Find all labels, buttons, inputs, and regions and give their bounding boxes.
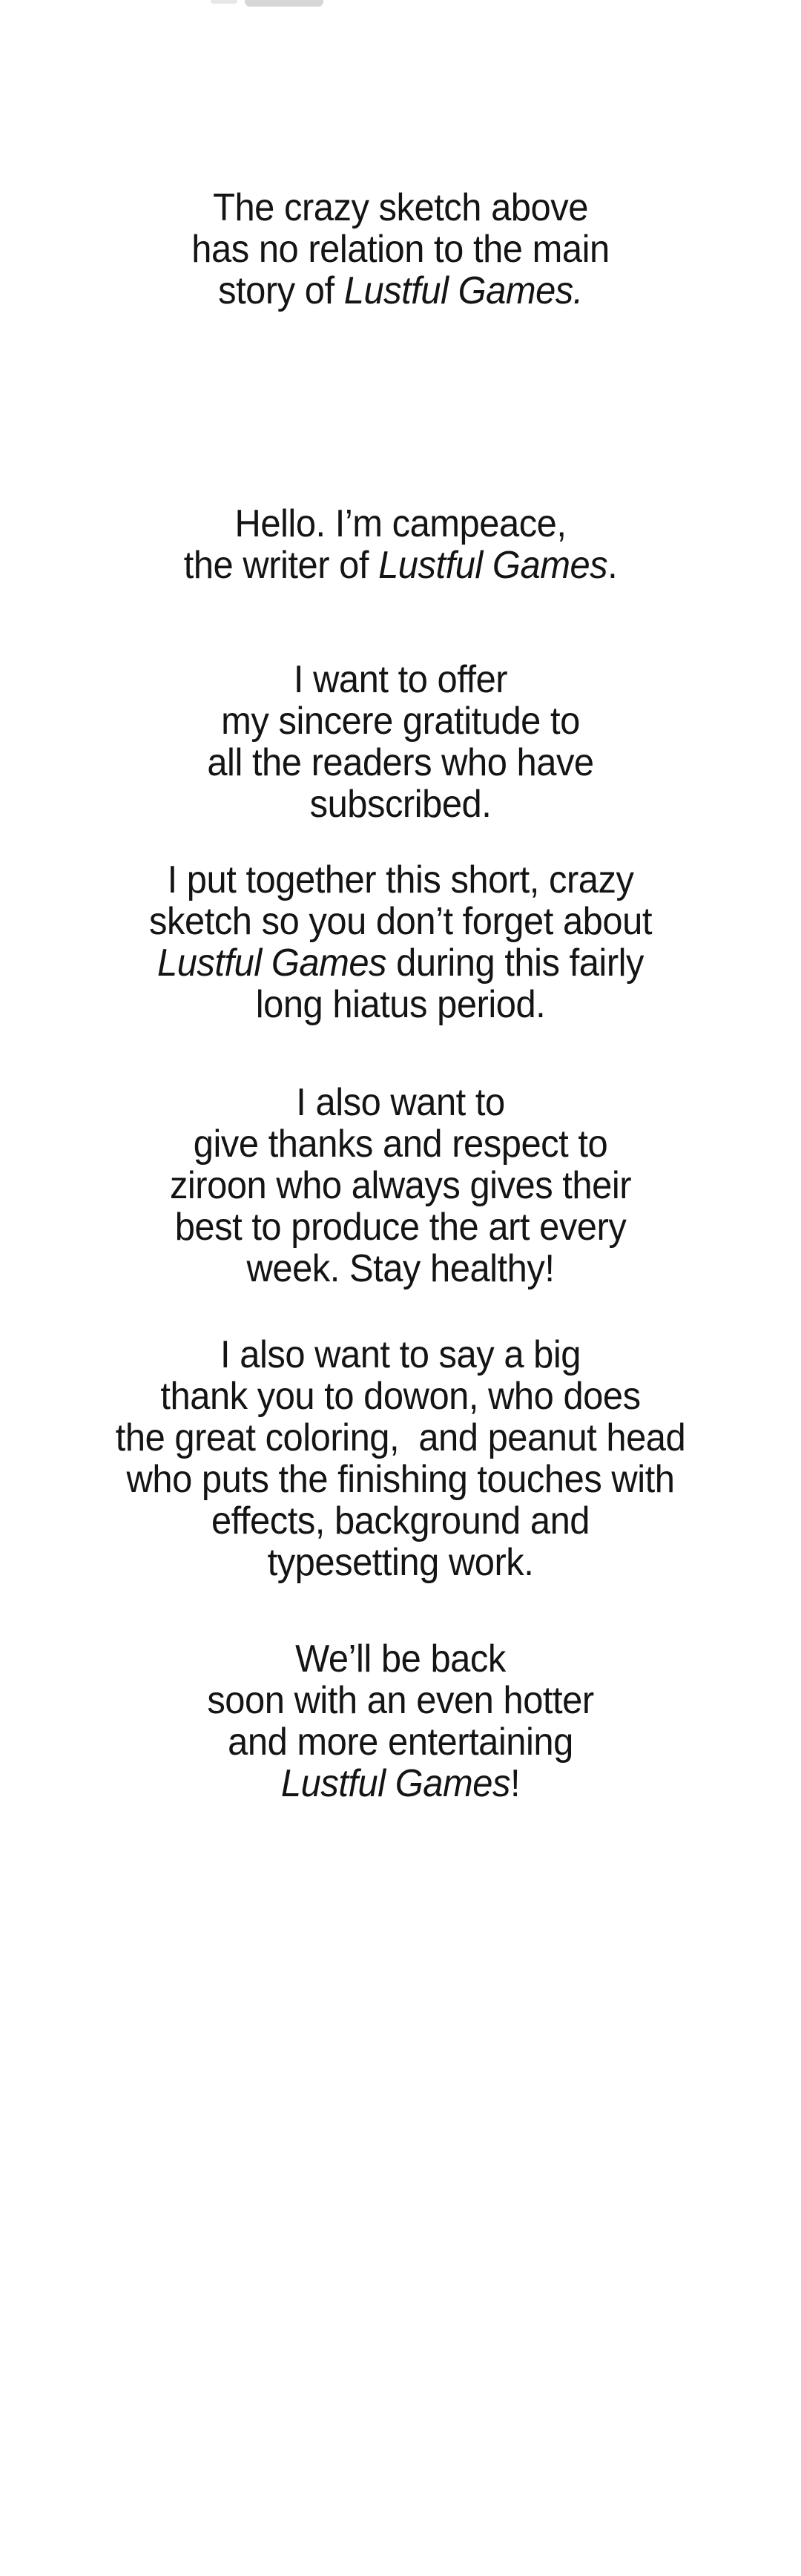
series-title-italic: Lustful Games.: [343, 269, 583, 312]
text-segment: Hello. I’m campeace,: [234, 502, 567, 545]
text-segment: who puts the finishing touches with: [126, 1458, 675, 1501]
text-line: [24, 229, 777, 270]
text-line: [24, 984, 777, 1025]
text-segment: and more entertaining: [228, 1721, 573, 1764]
text-segment: sketch so you don’t forget about: [149, 900, 652, 943]
text-segment: thank you to dowon, who does: [160, 1375, 641, 1418]
text-line: [24, 1459, 777, 1500]
text-line: [24, 1165, 777, 1206]
text-segment: .: [607, 544, 618, 587]
text-segment: I also want to: [296, 1081, 505, 1124]
text-line: [24, 1248, 777, 1289]
text-segment: story of: [218, 269, 344, 312]
paragraph-reader-gratitude: [24, 659, 777, 825]
text-line: [24, 1082, 777, 1123]
text-segment: week. Stay healthy!: [246, 1247, 555, 1290]
text-line: [24, 1721, 777, 1763]
text-segment: subscribed.: [309, 783, 492, 826]
text-line: [24, 270, 777, 312]
text-line: [24, 1763, 777, 1804]
text-line: [24, 1680, 777, 1721]
paragraph-closing-promise: [24, 1638, 777, 1804]
text-line: [24, 1206, 777, 1248]
text-line: [24, 1376, 777, 1417]
text-segment: effects, background and: [211, 1499, 590, 1542]
paragraph-sketch-disclaimer: [24, 187, 777, 312]
text-line: [24, 1638, 777, 1680]
text-line: [24, 187, 777, 229]
text-segment: has no relation to the main: [191, 228, 610, 271]
text-segment: the writer of: [183, 544, 379, 587]
text-segment: The crazy sketch above: [213, 186, 588, 229]
text-line: [24, 700, 777, 742]
series-title-italic: Lustful Games: [156, 942, 387, 985]
text-line: [24, 942, 777, 984]
text-line: [24, 859, 777, 901]
cutoff-sketch-fragment: [245, 0, 323, 7]
text-line: [24, 1500, 777, 1542]
text-segment: We’ll be back: [295, 1637, 506, 1680]
cutoff-sketch-fragment-small: [211, 0, 237, 4]
text-segment: soon with an even hotter: [207, 1679, 594, 1722]
text-line: [24, 545, 777, 586]
text-segment: typesetting work.: [267, 1541, 534, 1584]
paragraph-writer-greeting: [24, 503, 777, 586]
text-line: [24, 783, 777, 825]
text-line: [24, 503, 777, 545]
paragraph-hiatus-note: [24, 859, 777, 1025]
text-segment: all the readers who have: [207, 741, 594, 784]
text-line: [24, 1542, 777, 1583]
text-segment: I want to offer: [293, 658, 508, 701]
series-title-italic: Lustful Games: [378, 544, 608, 587]
paragraph-thanks-staff: [24, 1334, 777, 1583]
text-line: [24, 1123, 777, 1165]
text-line: [24, 1334, 777, 1376]
text-line: [24, 742, 777, 783]
text-line: [24, 1417, 777, 1459]
text-segment: during this fairly: [386, 942, 645, 985]
text-segment: I put together this short, crazy: [167, 858, 634, 901]
text-segment: the great coloring, and peanut head: [115, 1416, 686, 1459]
text-segment: ziroon who always gives their: [169, 1164, 632, 1207]
text-segment: give thanks and respect to: [193, 1123, 608, 1166]
text-segment: my sincere gratitude to: [221, 700, 580, 743]
text-segment: I also want to say a big: [220, 1333, 581, 1376]
text-segment: best to produce the art every: [174, 1206, 627, 1249]
paragraph-thanks-artist: [24, 1082, 777, 1289]
series-title-italic: Lustful Games: [280, 1762, 510, 1805]
text-segment: long hiatus period.: [255, 983, 546, 1026]
text-line: [24, 901, 777, 942]
text-line: [24, 659, 777, 700]
text-segment: !: [510, 1762, 521, 1805]
